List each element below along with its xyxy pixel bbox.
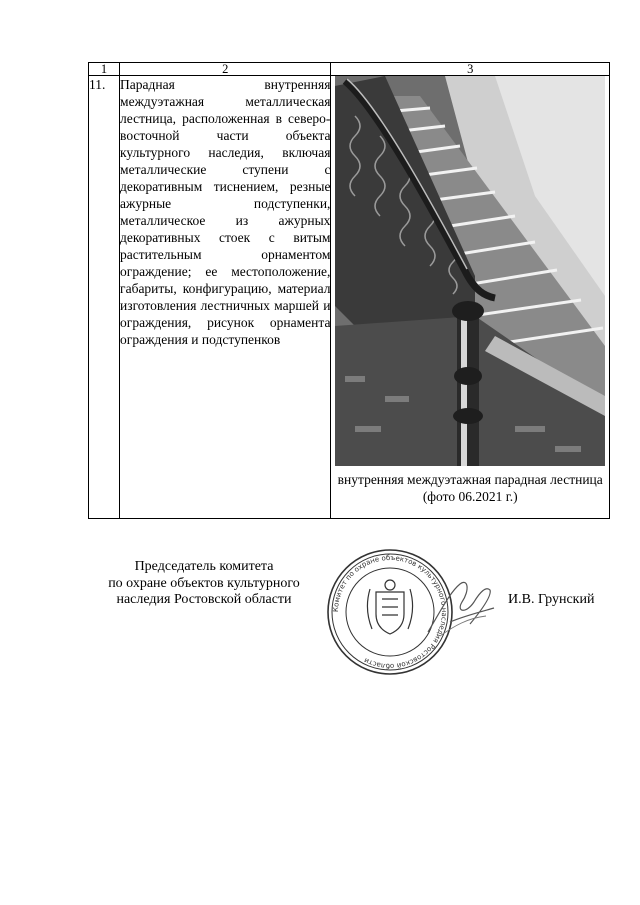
heritage-object-table xyxy=(88,62,610,519)
position-line: Председатель комитета xyxy=(134,559,274,574)
photo-caption: внутренняя междуэтажная парадная лестница (фото 06.2021 г.) xyxy=(337,472,603,504)
column-header-3: 3 xyxy=(331,63,610,76)
position-line: по охране объектов культурного xyxy=(108,575,300,591)
table-header-row xyxy=(89,63,610,76)
column-header-1: 1 xyxy=(89,63,120,76)
table-row xyxy=(89,76,610,519)
handwritten-signature xyxy=(420,572,498,646)
staircase-photo xyxy=(335,76,605,466)
position-line: наследия Ростовской области xyxy=(116,592,292,607)
seal-text: Комитет по охране объектов культурного наследия Ростовской области xyxy=(331,553,449,671)
signer-position xyxy=(84,559,324,609)
photo-cell xyxy=(331,76,610,519)
row-number: 11. xyxy=(89,76,120,519)
signer-name: И.В. Грунский xyxy=(508,592,595,607)
column-header-2: 2 xyxy=(120,63,331,76)
object-description: Парадная внутренняя междуэтажная металлическая лестница, расположенная в северо-восточной части объекта культурного наследия, включая металлические ступени с декоративным тиснением, резные ажурные подступенки, металлическое из ажурных декоративных стоек с витым растительным орнаментом ограждение; ее местоположение, габариты, конфигурацию, материал изготовления лестничных маршей и ограждения, рисунок орнамента ограждения и подступенков xyxy=(120,76,331,519)
